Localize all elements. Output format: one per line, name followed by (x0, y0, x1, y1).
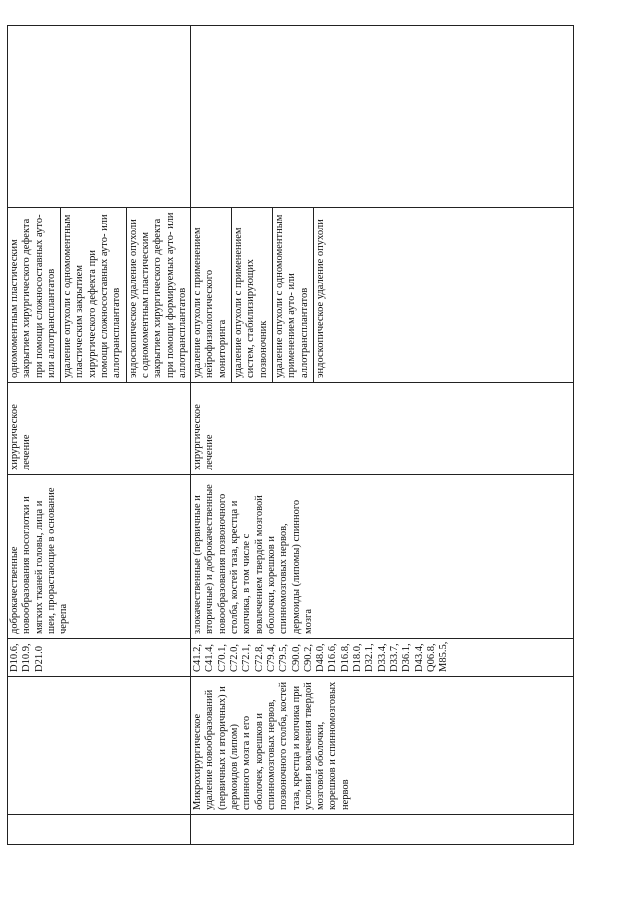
number-cell (8, 815, 191, 845)
methods-cell (8, 208, 191, 383)
code: M85.5, (438, 641, 450, 672)
treatment-type-cell: хирургическое лечение (8, 383, 191, 475)
rotated-page (7, 25, 574, 845)
method: эндоскопическое удаление опухоли (313, 208, 327, 382)
code: D33.4, (376, 643, 388, 672)
code: D10.6, (9, 643, 20, 672)
code: D33.7, (388, 643, 400, 672)
code: D10.9, (21, 643, 33, 672)
method: удаление опухоли с применением систем, стабилизирующих позвоночник (231, 208, 270, 382)
code: C72.1, (241, 643, 253, 672)
code: D18.0, (352, 643, 364, 672)
code: D16.8, (339, 643, 351, 672)
code: C41.2, (192, 643, 204, 672)
tariff-cell (8, 26, 191, 208)
code: C72.0, (229, 643, 241, 672)
disease-model-cell: злокачественные (первичные и вторичные) и доброкачественные новообразования позвоночного столба, костей таза, крестца и копчика, в том числе с вовлечением твердой мозговой оболочки, корешков и спинномозговых нервов, дермоиды (липомы) спинного мозга (191, 475, 574, 639)
method: удаление опухоли с одномоментным пластическим закрытием хирургического дефекта при помощи сложносоставных ауто- или аллотрансплантатов (60, 208, 123, 382)
diagnosis-codes-cell (8, 639, 191, 677)
code: D32.1, (364, 643, 376, 672)
code: D36.1, (401, 643, 413, 672)
number-cell (191, 815, 574, 845)
code: C90.0, (290, 643, 302, 672)
procedures-table (7, 25, 574, 845)
method: одномоментным пластическим закрытием хирургического дефекта при помощи сложносоставных ауто- или аллотрансплантатов (9, 214, 57, 378)
code: C79.4, (265, 643, 277, 672)
code: C72.8, (253, 643, 265, 672)
code: C79.5, (278, 643, 290, 672)
table-row (191, 26, 574, 845)
treatment-type-cell: хирургическое лечение (191, 383, 574, 475)
code: C90.2, (302, 643, 314, 672)
tariff-cell (191, 26, 574, 208)
intervention-cell (8, 677, 191, 815)
table-row (8, 26, 191, 845)
code: D48.0, (315, 643, 327, 672)
method: удаление опухоли с одномоментным применением ауто- или аллотрансплантатов (272, 208, 311, 382)
disease-model-cell: доброкачественные новообразования носоглотки и мягких тканей головы, лица и шеи, прорастающие в основание черепа (8, 475, 191, 639)
intervention-cell: Микрохирургическое удаление новообразований (первичных и вторичных) и дермоидов (липом) спинного мозга и его оболочек, корешков и спинномозговых нервов, позвоночного столба, костей таза, крестца и копчика при условии вовлечения твердой мозговой оболочки, корешков и спинномозговых нервов (191, 677, 574, 815)
code: Q06.8, (425, 643, 437, 672)
code: D16.6, (327, 643, 339, 672)
method: удаление опухоли с применением нейрофизиологического мониторинга (192, 227, 228, 378)
diagnosis-codes-cell (191, 639, 574, 677)
code: C70.1, (216, 643, 228, 672)
code: D43.4, (413, 643, 425, 672)
code: C41.4, (204, 643, 216, 672)
code: D21.0 (33, 646, 45, 672)
methods-cell (191, 208, 574, 383)
method: эндоскопическое удаление опухоли с одномоментным пластическим закрытием хирургического дефекта при помощи формируемых ауто- или аллотрансплантатов (126, 208, 189, 382)
